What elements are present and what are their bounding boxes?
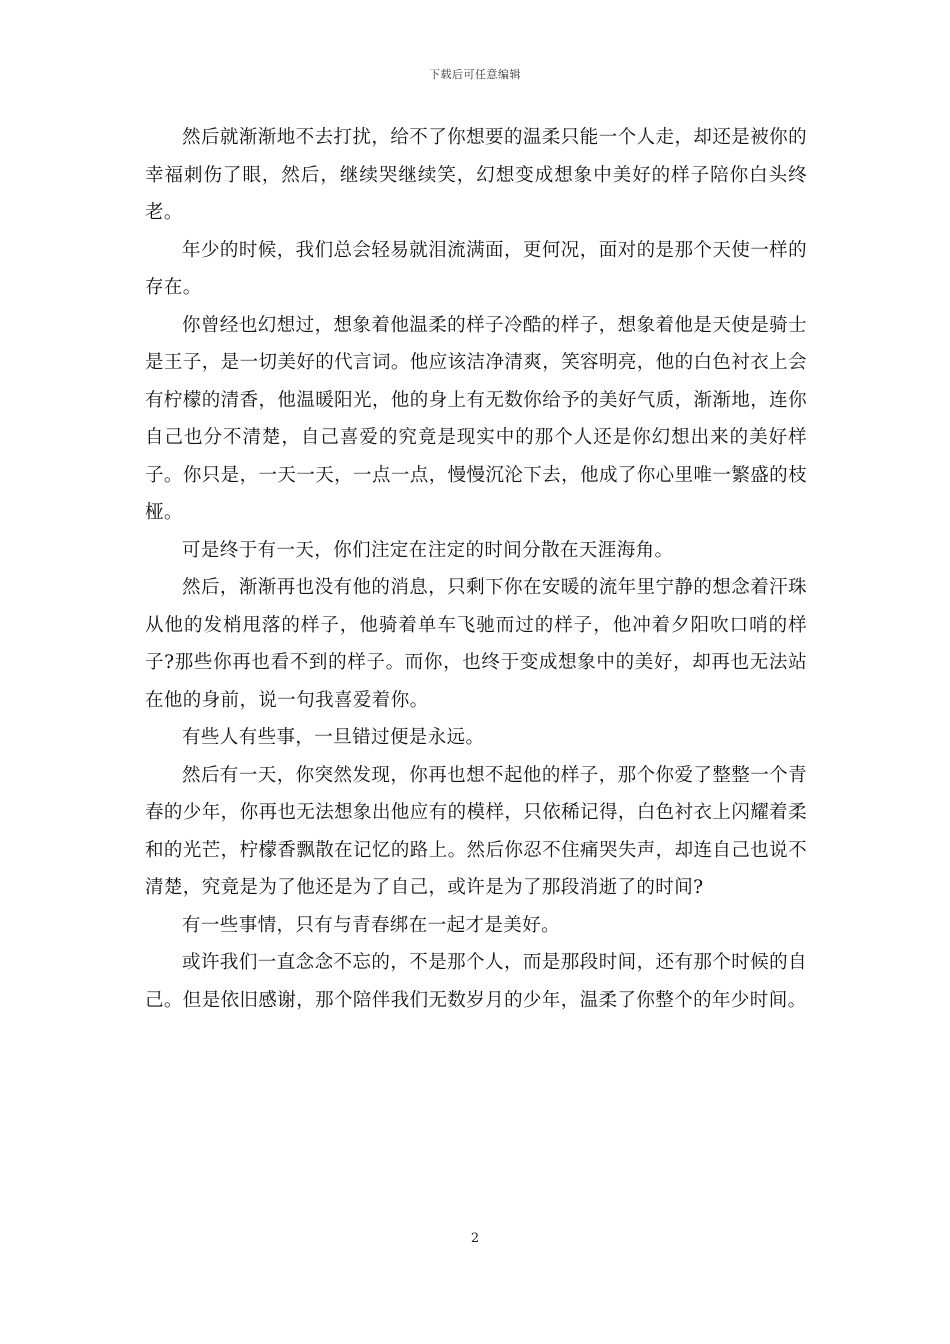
paragraph: 然后就渐渐地不去打扰，给不了你想要的温柔只能一个人走，却还是被你的幸福刺伤了眼，然后，继续哭继续笑，幻想变成想象中美好的样子陪你白头终老。 — [145, 127, 807, 223]
document-body — [145, 119, 807, 1019]
paragraph: 年少的时候，我们总会轻易就泪流满面，更何况，面对的是那个天使一样的存在。 — [145, 239, 807, 298]
paragraph: 你曾经也幻想过，想象着他温柔的样子冷酷的样子，想象着他是天使是骑士是王子，是一切美好的代言词。他应该洁净清爽，笑容明亮，他的白色衬衣上会有柠檬的清香，他温暖阳光，他的身上有无数你给予的美好气质，渐渐地，连你自己也分不清楚，自己喜爱的究竟是现实中的那个人还是你幻想出来的美好样子。你只是，一天一天，一点一点，慢慢沉沦下去，他成了你心里唯一繁盛的枝桠。 — [145, 314, 807, 523]
page-number: 2 — [470, 1231, 480, 1246]
paragraph: 可是终于有一天，你们注定在注定的时间分散在天涯海角。 — [182, 539, 674, 561]
paragraph: 然后，渐渐再也没有他的消息，只剩下你在安暖的流年里宁静的想念着汗珠从他的发梢甩落的样子，他骑着单车飞驰而过的样子，他冲着夕阳吹口哨的样子?那些你再也看不到的样子。而你，也终于变成想象中的美好，却再也无法站在他的身前，说一句我喜爱着你。 — [145, 577, 807, 711]
paragraph: 然后有一天，你突然发现，你再也想不起他的样子，那个你爱了整整一个青春的少年，你再也无法想象出他应有的模样，只依稀记得，白色衬衣上闪耀着柔和的光芒，柠檬香飘散在记忆的路上。然后你忍不住痛哭失声，却连自己也说不清楚，究竟是为了他还是为了自己，或许是为了那段消逝了的时间? — [145, 764, 807, 898]
paragraph: 或许我们一直念念不忘的，不是那个人，而是那段时间，还有那个时候的自己。但是依旧感谢，那个陪伴我们无数岁月的少年，温柔了你整个的年少时间。 — [145, 952, 807, 1011]
paragraph: 有一些事情，只有与青春绑在一起才是美好。 — [182, 914, 561, 936]
page-header: 下载后可任意编辑 — [429, 68, 521, 81]
paragraph: 有些人有些事，一旦错过便是永远。 — [182, 727, 485, 748]
